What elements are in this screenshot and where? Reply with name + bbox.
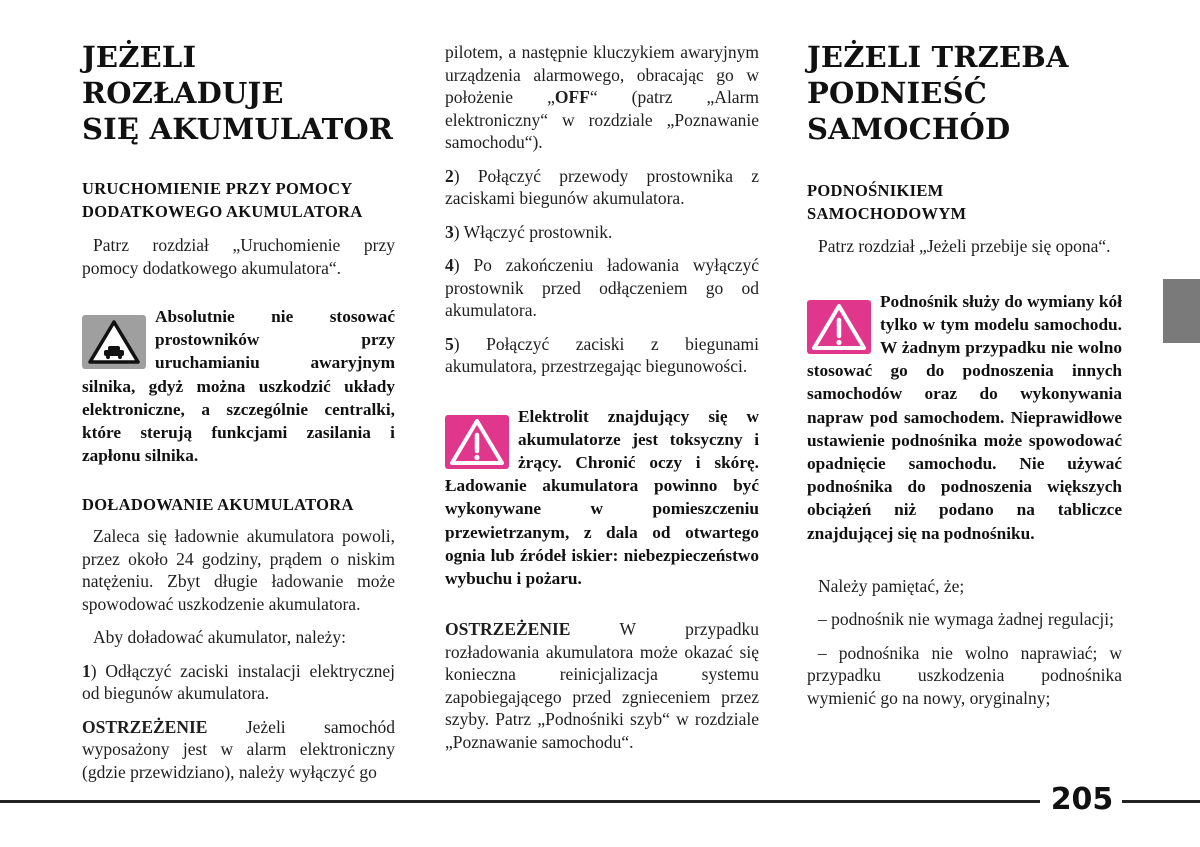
step-4: [445, 254, 759, 322]
column-middle: [445, 0, 759, 753]
warning-box-electrolyte: [445, 405, 759, 591]
paragraph-see-chapter: Patrz rozdział „Uruchomienie przy pomocy dodatkowego akumulatora“.: [82, 235, 395, 278]
step-1: [82, 660, 395, 705]
paragraph-recharge-advice: Zaleca się ładownie akumulatora powoli, przez około 24 godziny, prądem o niskim natężeniu. Zbyt długie ładowanie może spowodować uszkodzenie akumulatora.: [82, 526, 395, 614]
page-number: 205: [1050, 782, 1114, 817]
note-keyword: OSTRZEŻENIE: [445, 619, 571, 640]
list-item-no-repair: – podnośnika nie wolno naprawiać; w przypadku uszkodzenia podnośnika wymienić go na nowy, oryginalny;: [807, 642, 1122, 708]
step-text: ) Po zakończeniu ładowania wyłączyć prostownik przed odłączeniem go od akumulatora.: [445, 255, 759, 320]
paragraph-to-recharge: Aby doładować akumulator, należy:: [93, 627, 346, 648]
subheading-jack: [807, 179, 1122, 225]
subheading-line: SAMOCHODOWYM: [807, 204, 967, 223]
note-alarm: [82, 716, 395, 784]
text-run-bold: OFF: [554, 87, 590, 107]
subheading-recharging: DOŁADOWANIE AKUMULATORA: [82, 495, 354, 515]
section-title-line: SIĘ AKUMULATOR: [82, 112, 394, 146]
paragraph-alarm-continued: [445, 41, 759, 154]
warning-text-jack: Podnośnik służy do wymiany kół tylko w tym modelu samochodu. W żadnym przypadku nie wolno stosować go do podnoszenia innych samochodów oraz do wykonywania napraw pod samochodem. Nieprawidłowe ustawienie podnośnika może spowodować opadnięcie samochodu. Nie używać podnośnika do podnoszenia większych obciążeń niż podano na tabliczce znajdującej się na podnośniku.: [807, 291, 1122, 543]
subheading-jump-start: [82, 177, 395, 223]
step-number: 2: [445, 165, 454, 186]
section-title-line: SAMOCHÓD: [807, 112, 1011, 146]
paragraph-remember: Należy pamiętać, że;: [818, 575, 965, 596]
step-text: ) Włączyć prostownik.: [453, 221, 613, 242]
step-text: ) Odłączyć zaciski instalacji elektrycznej od biegunów akumulatora.: [82, 660, 395, 704]
text-run: “ (patrz „Alarm elektroniczny“ w rozdziale „Poznawanie samochodu“).: [445, 87, 760, 152]
step-3: [445, 221, 759, 244]
footer-rule: [0, 800, 1040, 803]
step-2: [445, 165, 759, 210]
step-text: ) Połączyć zaciski z biegunami akumulatora, przestrzegając biegunowości.: [445, 333, 759, 376]
step-5: [445, 333, 759, 378]
section-title-lift-car: [807, 39, 1122, 147]
step-number: 5: [445, 333, 454, 354]
section-title-line: JEŻELI ROZŁADUJE: [82, 40, 284, 110]
subheading-line: DODATKOWEGO AKUMULATORA: [82, 202, 363, 221]
note-text: W przypadku rozładowania akumulatora może okazać się konieczna reinicjalizacja systemu zapobiegającego przed zgnieceniem przez szyby. Patrz „Podnośniki szyb“ w rozdziale „Poznawanie samochodu“.: [445, 619, 759, 752]
column-left: [82, 0, 395, 783]
step-number: 3: [445, 221, 454, 242]
warning-triangle-icon: [807, 300, 871, 354]
warning-text-electrolyte: Elektrolit znajdujący się w akumulatorze jest toksyczny i żrący. Chronić oczy i skórę. Ładowanie akumulatora powinno być wykonywane w pomieszczeniu przewietrzanym, z dala od otwartego ognia lub źródeł iskier: niebezpieczeństwo wybuchu i pożaru.: [445, 406, 759, 588]
section-title-battery: [82, 39, 395, 147]
section-tab-marker: [1163, 279, 1200, 343]
section-title-line: PODNIEŚĆ: [807, 76, 988, 110]
step-number: 1: [82, 660, 91, 681]
step-number: 4: [445, 255, 454, 275]
step-text: ) Połączyć przewody prostownika z zaciskami biegunów akumulatora.: [445, 165, 759, 208]
subheading-line: PODNOŚNIKIEM: [807, 181, 944, 200]
column-right: [807, 0, 1122, 709]
warning-box-jack: [807, 290, 1122, 545]
footer-rule: [1122, 800, 1200, 803]
note-window-reset: [445, 618, 759, 753]
warning-triangle-icon: [445, 415, 509, 469]
text-run: pilotem, a następnie kluczykiem awaryjnym urządzenia alarmowego, obracając go w położenie „: [445, 42, 759, 107]
subheading-line: URUCHOMIENIE PRZY POMOCY: [82, 179, 353, 198]
warning-text-charger: Absolutnie nie stosować prostowników przy uruchamianiu awaryjnym silnika, gdyż można uszkodzić układy elektroniczne, a szczególnie centralki, które sterują funkcjami zasilania i zapłonu silnika.: [82, 307, 395, 466]
list-item-no-adjustment: – podnośnik nie wymaga żadnej regulacji;: [818, 609, 1114, 630]
note-keyword: OSTRZEŻENIE: [82, 716, 208, 737]
warning-box-charger: [82, 305, 395, 467]
section-title-line: JEŻELI TRZEBA: [807, 40, 1069, 74]
paragraph-see-tyre-chapter: Patrz rozdział „Jeżeli przebije się opona“.: [818, 236, 1111, 256]
note-text: Jeżeli samochód wyposażony jest w alarm elektroniczny (gdzie przewidziano), należy wyłączyć go: [82, 716, 395, 782]
warning-triangle-car-icon: [82, 315, 146, 369]
